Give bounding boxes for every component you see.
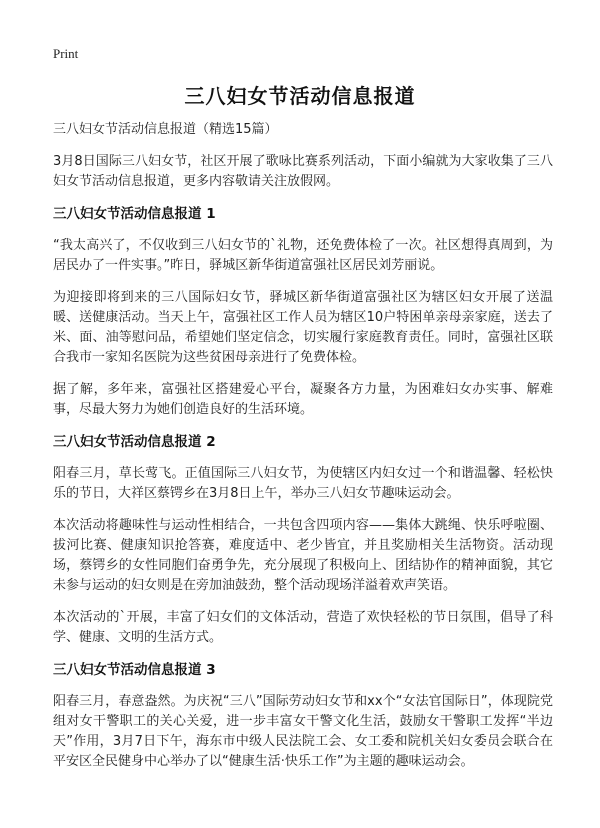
article-body xyxy=(53,120,553,784)
section-heading-1: 三八妇女节活动信息报道 1 xyxy=(53,206,216,222)
page-title: 三八妇女节活动信息报道 xyxy=(184,84,416,108)
section-1-paragraph-1: “我太高兴了，不仅收到三八妇女节的`礼物，还免费体检了一次。社区想得真周到，为居民办了一件实事。”昨日，驿城区新华街道富强社区居民刘芳丽说。 xyxy=(53,238,553,273)
article-subtitle: 三八妇女节活动信息报道（精选15篇） xyxy=(53,122,278,137)
section-heading-2: 三八妇女节活动信息报道 2 xyxy=(53,434,216,450)
section-2-paragraph-3: 本次活动的`开展，丰富了妇女们的文体活动，营造了欢快轻松的节日氛围，倡导了科学、健康、文明的生活方式。 xyxy=(53,610,553,645)
print-link[interactable]: Print xyxy=(53,46,79,61)
section-1-paragraph-2: 为迎接即将到来的三八国际妇女节，驿城区新华街道富强社区为辖区妇女开展了送温暖、送健康活动。当天上午，富强社区工作人员为辖区10户特困单亲母亲家庭，送去了米、面、油等慰问品，希望她们坚定信念，切实履行家庭教育责任。同时，富强社区联合我市一家知名医院为这些贫困母亲进行了免费体检。 xyxy=(53,290,553,365)
section-heading-3: 三八妇女节活动信息报道 3 xyxy=(53,662,216,678)
section-3-paragraph-1: 阳春三月，春意盎然。为庆祝“三八”国际劳动妇女节和xx个“女法官国际日”，体现院党组对女干警职工的关心关爱，进一步丰富女干警文化生活，鼓励女干警职工发挥“半边天”作用，3月7日下午，海东市中级人民法院工会、女工委和院机关妇女委员会联合在平安区全民健身中心举办了以“健康生活·快乐工作”为主题的趣味运动会。 xyxy=(53,694,553,769)
section-2-paragraph-1: 阳春三月，草长莺飞。正值国际三八妇女节，为使辖区内妇女过一个和谐温馨、轻松快乐的节日，大祥区蔡锷乡在3月8日上午，举办三八妇女节趣味运动会。 xyxy=(53,466,553,501)
section-1-paragraph-3: 据了解，多年来，富强社区搭建爱心平台，凝聚各方力量，为困难妇女办实事、解难事，尽最大努力为她们创造良好的生活环境。 xyxy=(53,382,553,417)
section-2-paragraph-2: 本次活动将趣味性与运动性相结合，一共包含四项内容——集体大跳绳、快乐呼啦圈、拔河比赛、健康知识抢答赛，难度适中、老少皆宜，并且奖励相关生活物资。活动现场，蔡锷乡的女性同胞们奋勇争先，充分展现了积极向上、团结协作的精神面貌，其它未参与运动的妇女则是在旁加油鼓劲，整个活动现场洋溢着欢声笑语。 xyxy=(53,518,553,593)
article-intro: 3月8日国际三八妇女节，社区开展了歌咏比赛系列活动，下面小编就为大家收集了三八妇女节活动信息报道，更多内容敬请关注放假网。 xyxy=(53,154,553,189)
